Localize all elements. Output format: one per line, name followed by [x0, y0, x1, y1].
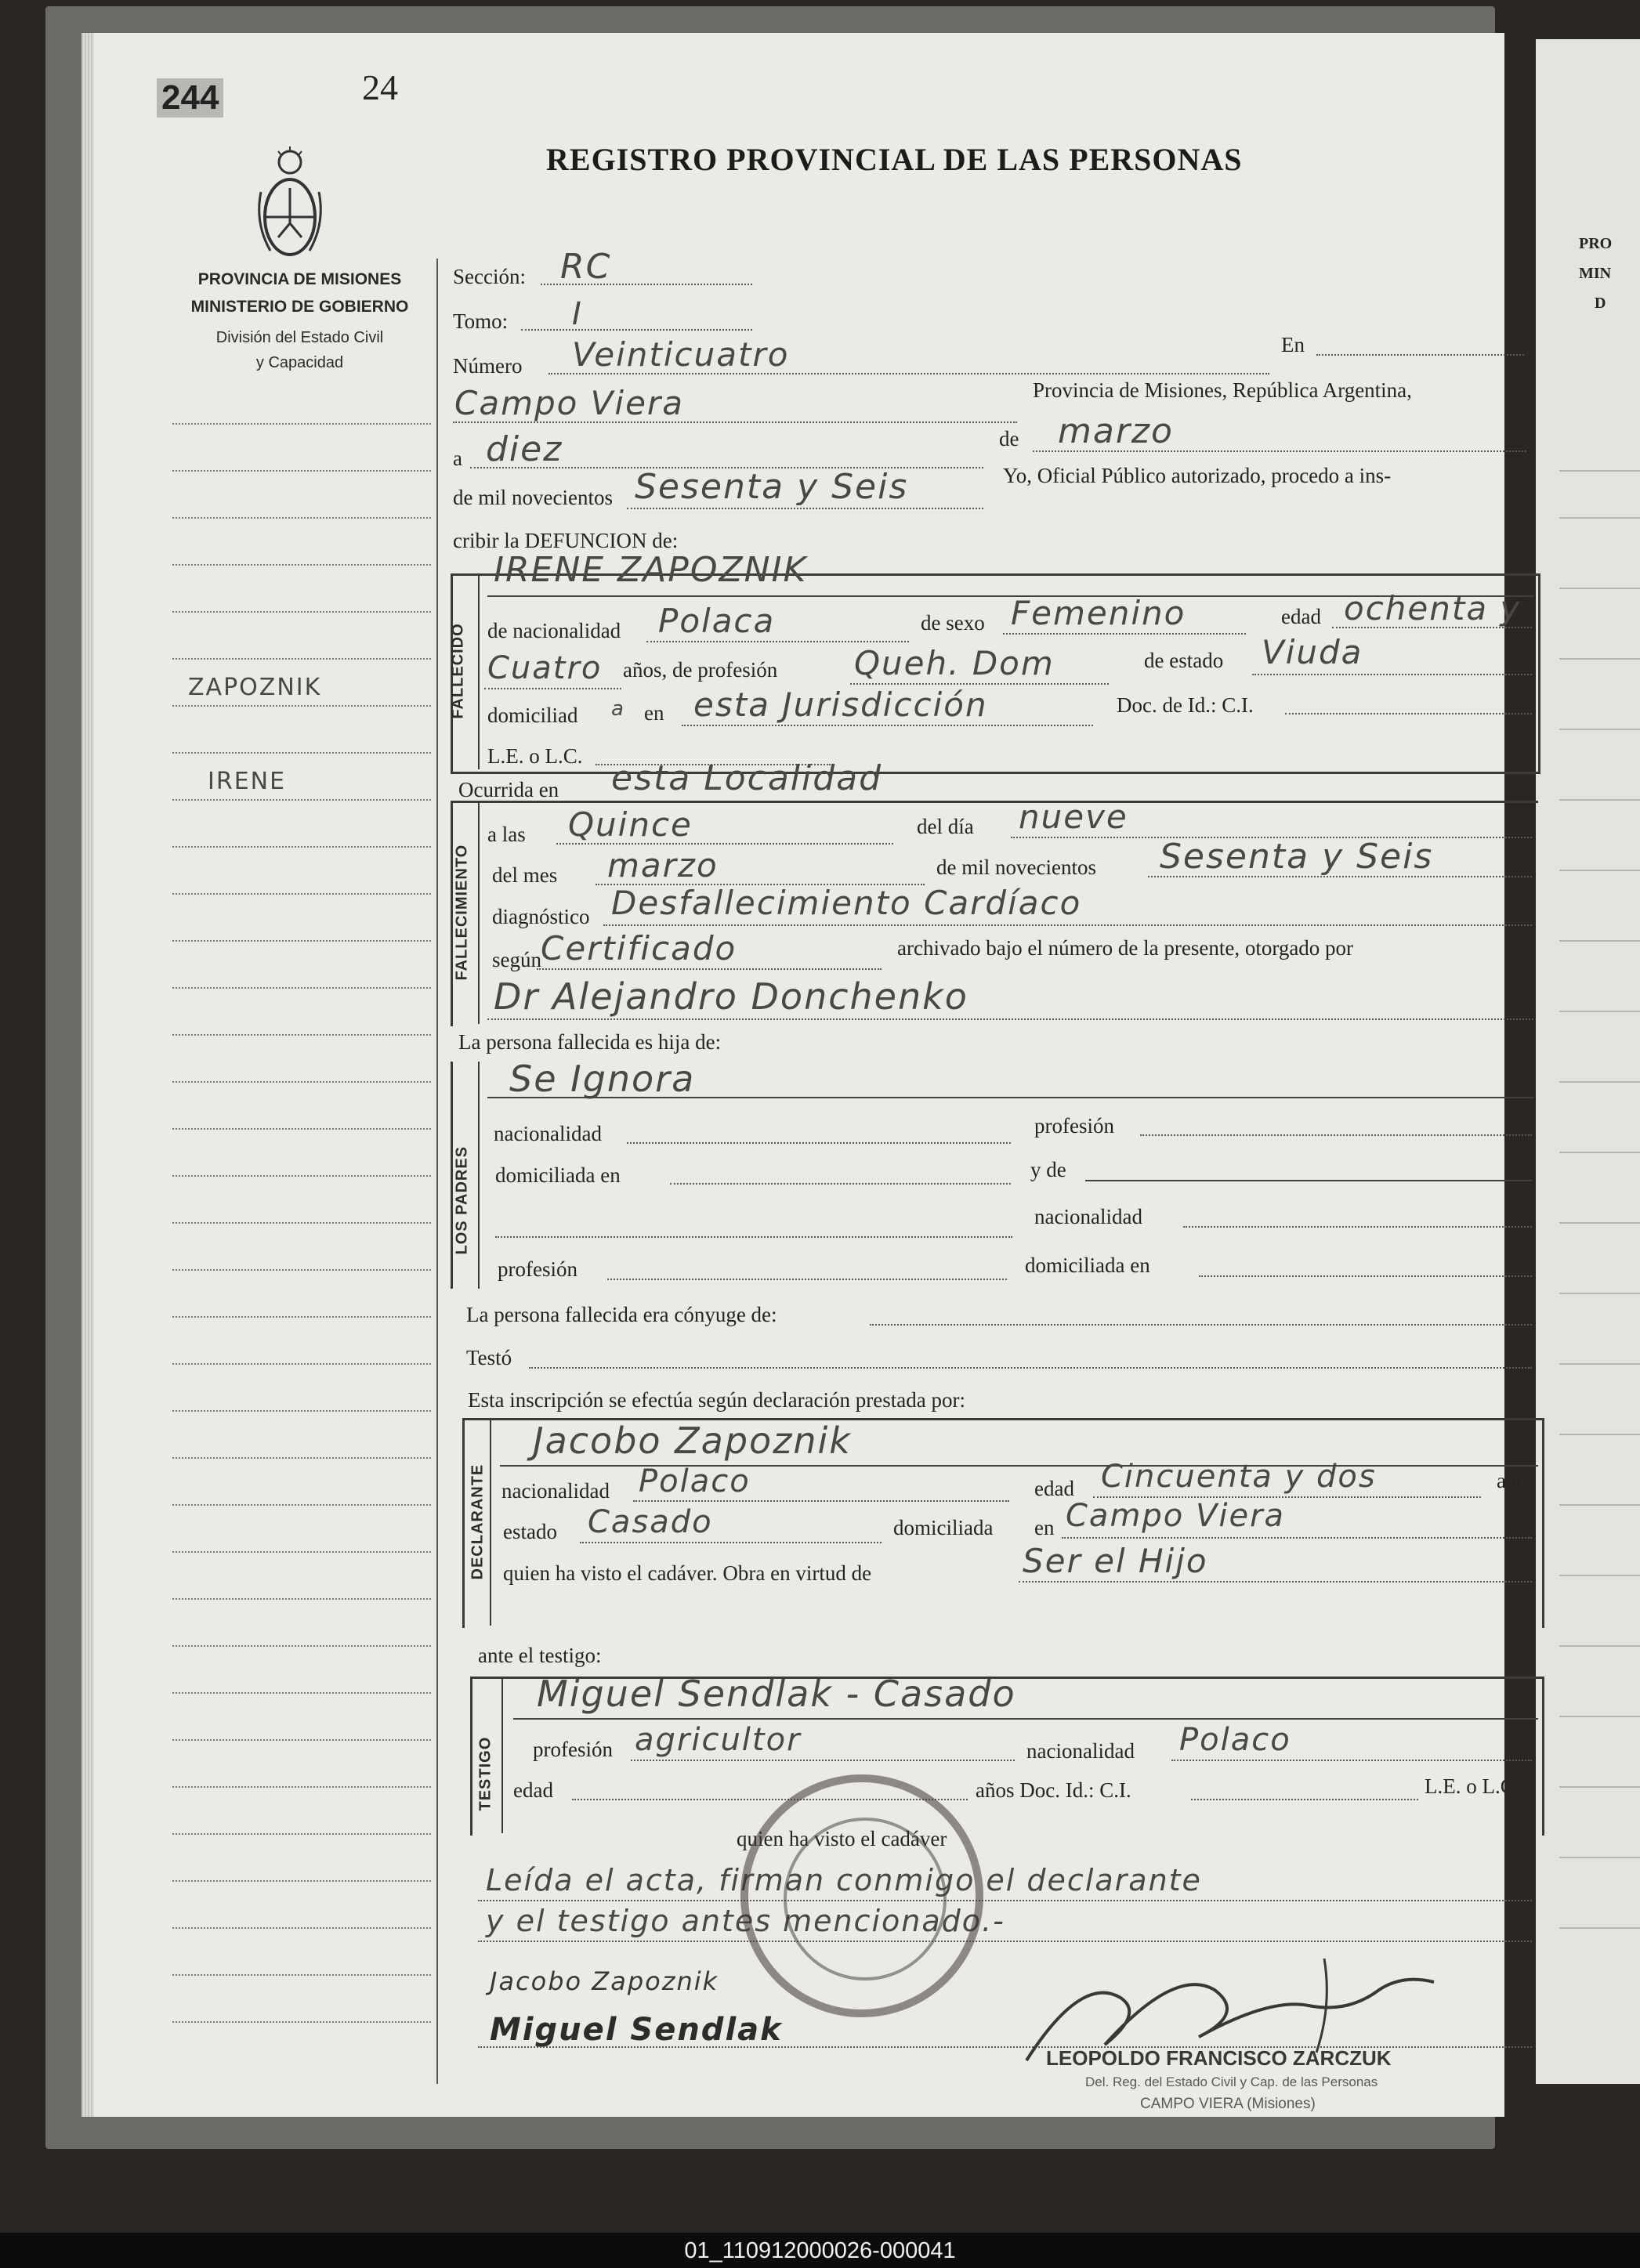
dia-label: del día: [917, 815, 974, 838]
hora-value: Quince: [568, 805, 693, 844]
place-value: Campo Viera: [454, 384, 684, 422]
testigo-le-label: L.E. o L.C.: [1425, 1774, 1520, 1798]
doc-label: Doc. de Id.: C.I.: [1117, 693, 1254, 717]
declaracion-text: Esta inscripción se efectúa según declaración prestada por:: [468, 1388, 965, 1412]
official-seal: [740, 1774, 983, 2017]
segun-label: según: [492, 948, 541, 971]
estado-value: Viuda: [1262, 633, 1363, 671]
testo-label: Testó: [466, 1346, 512, 1369]
nacionalidad-label: de nacionalidad: [487, 619, 621, 642]
coat-of-arms-icon: [255, 145, 325, 262]
sexo-label: de sexo: [921, 611, 985, 635]
declarante-domicilio-label: domiciliada: [893, 1516, 994, 1539]
padres-section-label: LOS PADRES: [453, 1145, 471, 1255]
madre-profesion-label: profesión: [498, 1257, 577, 1281]
tomo-label: Tomo:: [453, 309, 509, 333]
image-id-caption: 01_110912000026-000041: [684, 2238, 956, 2263]
closing-line-1: Leída el acta, firman conmigo el declarante: [486, 1863, 1202, 1897]
mes-value: marzo: [607, 846, 719, 884]
seccion-label: Sección:: [453, 265, 526, 288]
declarante-edad-value: Cincuenta y dos: [1101, 1459, 1377, 1495]
year-prefix: de mil novecientos: [453, 486, 613, 509]
declarante-nacionalidad-value: Polaco: [639, 1463, 751, 1499]
anio-value: Sesenta y Seis: [1160, 837, 1434, 877]
padre-domicilio-label: domiciliada en: [495, 1163, 621, 1187]
profesion-label: años, de profesión: [623, 658, 778, 682]
division-name: y Capacidad: [255, 354, 344, 371]
month-value: marzo: [1058, 411, 1174, 451]
medico-value: Dr Alejandro Donchenko: [494, 975, 968, 1018]
seccion-value: RC: [560, 247, 612, 287]
anio-label: de mil novecientos: [936, 855, 1096, 879]
testigo-doc-label: años Doc. Id.: C.I.: [976, 1778, 1131, 1802]
officer-title: Del. Reg. del Estado Civil y Cap. de las Personas: [1085, 2074, 1378, 2089]
conyuge-label: La persona fallecida era cónyuge de:: [466, 1303, 777, 1326]
declarante-virtud-value: Ser el Hijo: [1023, 1542, 1208, 1580]
fallecido-name: IRENE ZAPOZNIK: [494, 550, 808, 590]
domicilio-label: domiciliad: [487, 704, 578, 727]
numero-label: Número: [453, 354, 523, 378]
margin-given-name: IRENE: [208, 768, 287, 795]
month-label: de: [999, 427, 1019, 450]
closing-line-2: y el testigo antes mencionado.-: [486, 1904, 1005, 1938]
officer-name: LEOPOLDO FRANCISCO ZARCZUK: [1046, 2046, 1392, 2070]
folio-stamp: 244: [157, 78, 223, 118]
diagnostico-label: diagnóstico: [492, 905, 590, 928]
margin-surname: ZAPOZNIK: [188, 674, 322, 701]
declarante-estado-label: estado: [503, 1520, 557, 1543]
folio-number: 24: [362, 67, 398, 107]
testigo-name: Miguel Sendlak - Casado: [537, 1673, 1016, 1715]
day-label: a: [453, 447, 462, 470]
declarante-nacionalidad-label: nacionalidad: [501, 1479, 610, 1503]
madre-label: y de: [1030, 1158, 1066, 1181]
testigo-cadaver-text: quien ha visto el cadáver: [737, 1827, 947, 1850]
fallecido-section-label: FALLECIDO: [449, 623, 467, 719]
edad-value: ochenta y: [1344, 589, 1522, 628]
ocurrida-label: Ocurrida en: [458, 778, 559, 801]
declarante-domicilio-en: en: [1034, 1516, 1055, 1539]
padre-profesion-label: profesión: [1034, 1114, 1114, 1138]
inscribir-text: cribir la DEFUNCION de:: [453, 529, 679, 552]
declarante-anios-label: años: [1497, 1469, 1536, 1492]
testigo-nacionalidad-value: Polaco: [1179, 1722, 1291, 1758]
archivado-text: archivado bajo el número de la presente, otorgado por: [897, 936, 1354, 960]
testigo-edad-label: edad: [513, 1778, 553, 1802]
domicilio-en: en: [644, 701, 664, 725]
sexo-value: Femenino: [1011, 594, 1186, 632]
declarante-estado-value: Casado: [588, 1504, 713, 1540]
padre-nacionalidad-label: nacionalidad: [494, 1122, 602, 1145]
madre-domicilio-label: domiciliada en: [1025, 1253, 1150, 1277]
segun-value: Certificado: [541, 929, 737, 968]
testigo-signature: Miguel Sendlak: [490, 2012, 783, 2048]
declarante-edad-label: edad: [1034, 1477, 1074, 1500]
next-page-text: PRO: [1579, 235, 1613, 252]
declarante-name: Jacobo Zapoznik: [533, 1420, 852, 1462]
ministry-name: MINISTERIO DE GOBIERNO: [190, 298, 409, 316]
en-label: En: [1281, 333, 1305, 356]
le-label: L.E. o L.C.: [487, 744, 583, 768]
declarante-cadaver-text: quien ha visto el cadáver. Obra en virtud de: [503, 1561, 872, 1585]
padres-intro: La persona fallecida es hija de:: [458, 1030, 722, 1054]
profesion-value: Queh. Dom: [854, 644, 1055, 682]
year-value: Sesenta y Seis: [635, 467, 909, 507]
province-text: Provincia de Misiones, República Argentina,: [1033, 378, 1412, 402]
edad-label: edad: [1281, 605, 1321, 628]
mes-label: del mes: [492, 863, 558, 887]
declarante-signature: Jacobo Zapoznik: [490, 1966, 719, 1996]
day-value: diez: [486, 429, 563, 469]
domicilio-value: esta Jurisdicción: [693, 685, 988, 724]
province-name: PROVINCIA DE MISIONES: [197, 270, 402, 288]
testigo-profesion-label: profesión: [533, 1738, 613, 1761]
tomo-value: I: [572, 296, 583, 332]
oficial-text: Yo, Oficial Público autorizado, procedo a ins-: [1003, 464, 1392, 487]
estado-label: de estado: [1144, 649, 1224, 672]
fallecimiento-section-label: FALLECIMIENTO: [453, 844, 471, 981]
padre-value: Se Ignora: [509, 1058, 696, 1100]
next-page-text: MIN: [1579, 265, 1612, 282]
column-separator: [436, 259, 438, 2084]
testigo-section-label: TESTIGO: [476, 1736, 494, 1811]
madre-nacionalidad-label: nacionalidad: [1034, 1205, 1142, 1228]
nacionalidad-value: Polaca: [658, 602, 776, 640]
officer-place: CAMPO VIERA (Misiones): [1140, 2096, 1316, 2112]
ocurrida-value: esta Localidad: [611, 758, 883, 798]
numero-value: Veinticuatro: [572, 335, 790, 374]
edad-value-continued: Cuatro: [487, 650, 603, 686]
division-name: División del Estado Civil: [215, 329, 384, 346]
testigo-profesion-value: agricultor: [635, 1722, 802, 1758]
hora-label: a las: [487, 823, 526, 846]
page-title: REGISTRO PROVINCIAL DE LAS PERSONAS: [546, 142, 1243, 177]
next-page-fragment: [1536, 39, 1640, 2084]
declarante-section-label: DECLARANTE: [469, 1463, 487, 1580]
dia-value: nueve: [1019, 798, 1128, 836]
next-page-text: D: [1595, 295, 1606, 312]
domicilio-suffix: a: [611, 697, 625, 721]
testigo-intro: ante el testigo:: [478, 1644, 602, 1667]
declarante-domicilio-value: Campo Viera: [1066, 1498, 1286, 1534]
testigo-nacionalidad-label: nacionalidad: [1026, 1739, 1135, 1763]
diagnostico-value: Desfallecimiento Cardíaco: [611, 884, 1082, 922]
